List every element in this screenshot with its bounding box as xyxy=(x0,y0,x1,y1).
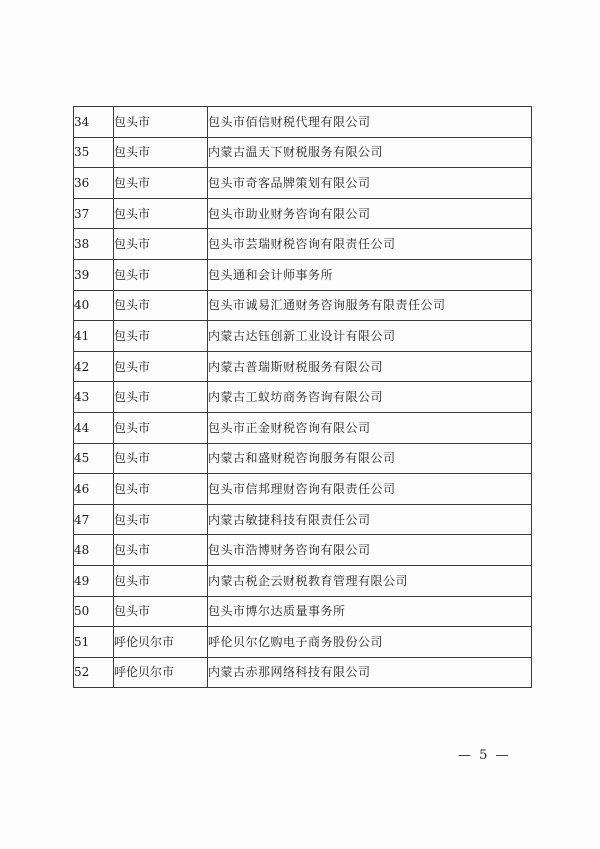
city-cell: 包头市 xyxy=(114,596,208,627)
row-number-cell: 41 xyxy=(74,321,114,352)
company-name-cell: 包头通和会计师事务所 xyxy=(208,259,532,290)
city-cell: 包头市 xyxy=(114,290,208,321)
table-row xyxy=(74,259,532,290)
city-cell: 包头市 xyxy=(114,168,208,199)
row-number-cell: 42 xyxy=(74,351,114,382)
table-row xyxy=(74,657,532,688)
company-name-cell: 包头市佰信财税代理有限公司 xyxy=(208,107,532,138)
row-number-cell: 43 xyxy=(74,382,114,413)
table-row xyxy=(74,168,532,199)
table-row xyxy=(74,382,532,413)
row-number-cell: 49 xyxy=(74,565,114,596)
row-number-cell: 46 xyxy=(74,474,114,505)
city-cell: 包头市 xyxy=(114,443,208,474)
table-row xyxy=(74,137,532,168)
table-row xyxy=(74,107,532,138)
table-row xyxy=(74,443,532,474)
row-number-cell: 39 xyxy=(74,259,114,290)
table-row xyxy=(74,198,532,229)
row-number-cell: 34 xyxy=(74,107,114,138)
company-name-cell: 内蒙古普瑞斯财税服务有限公司 xyxy=(208,351,532,382)
company-name-cell: 内蒙古工蚁坊商务咨询有限公司 xyxy=(208,382,532,413)
company-name-cell: 内蒙古达钰创新工业设计有限公司 xyxy=(208,321,532,352)
city-cell: 包头市 xyxy=(114,565,208,596)
row-number-cell: 44 xyxy=(74,412,114,443)
company-name-cell: 内蒙古赤那网络科技有限公司 xyxy=(208,657,532,688)
table-row xyxy=(74,504,532,535)
company-name-cell: 包头市奇客品牌策划有限公司 xyxy=(208,168,532,199)
row-number-cell: 50 xyxy=(74,596,114,627)
row-number-cell: 37 xyxy=(74,198,114,229)
company-name-cell: 内蒙古温天下财税服务有限公司 xyxy=(208,137,532,168)
table-row xyxy=(74,535,532,566)
city-cell: 呼伦贝尔市 xyxy=(114,657,208,688)
table-row xyxy=(74,351,532,382)
row-number-cell: 35 xyxy=(74,137,114,168)
city-cell: 包头市 xyxy=(114,535,208,566)
row-number-cell: 51 xyxy=(74,627,114,658)
table-row xyxy=(74,627,532,658)
city-cell: 包头市 xyxy=(114,412,208,443)
table-row xyxy=(74,321,532,352)
company-name-cell: 呼伦贝尔亿购电子商务股份公司 xyxy=(208,627,532,658)
row-number-cell: 45 xyxy=(74,443,114,474)
company-name-cell: 包头市信邦理财咨询有限责任公司 xyxy=(208,474,532,505)
company-name-cell: 内蒙古和盛财税咨询服务有限公司 xyxy=(208,443,532,474)
row-number-cell: 47 xyxy=(74,504,114,535)
row-number-cell: 52 xyxy=(74,657,114,688)
city-cell: 包头市 xyxy=(114,504,208,535)
company-name-cell: 包头市芸瑞财税咨询有限责任公司 xyxy=(208,229,532,260)
city-cell: 包头市 xyxy=(114,229,208,260)
table-row xyxy=(74,290,532,321)
table-row xyxy=(74,474,532,505)
city-cell: 呼伦贝尔市 xyxy=(114,627,208,658)
city-cell: 包头市 xyxy=(114,351,208,382)
company-name-cell: 包头市博尔达质量事务所 xyxy=(208,596,532,627)
table-row xyxy=(74,229,532,260)
city-cell: 包头市 xyxy=(114,474,208,505)
table-row xyxy=(74,412,532,443)
city-cell: 包头市 xyxy=(114,198,208,229)
company-name-cell: 包头市正金财税咨询有限公司 xyxy=(208,412,532,443)
city-cell: 包头市 xyxy=(114,321,208,352)
table-row xyxy=(74,596,532,627)
page-number: — 5 — xyxy=(458,748,511,763)
company-name-cell: 包头市浩博财务咨询有限公司 xyxy=(208,535,532,566)
table-row xyxy=(74,565,532,596)
row-number-cell: 40 xyxy=(74,290,114,321)
row-number-cell: 36 xyxy=(74,168,114,199)
company-name-cell: 内蒙古税企云财税教育管理有限公司 xyxy=(208,565,532,596)
company-name-cell: 包头市诚易汇通财务咨询服务有限责任公司 xyxy=(208,290,532,321)
city-cell: 包头市 xyxy=(114,382,208,413)
row-number-cell: 48 xyxy=(74,535,114,566)
city-cell: 包头市 xyxy=(114,107,208,138)
company-name-cell: 包头市助业财务咨询有限公司 xyxy=(208,198,532,229)
company-name-cell: 内蒙古敏捷科技有限责任公司 xyxy=(208,504,532,535)
company-list-table xyxy=(73,106,532,688)
table-body xyxy=(74,107,532,688)
city-cell: 包头市 xyxy=(114,259,208,290)
row-number-cell: 38 xyxy=(74,229,114,260)
city-cell: 包头市 xyxy=(114,137,208,168)
